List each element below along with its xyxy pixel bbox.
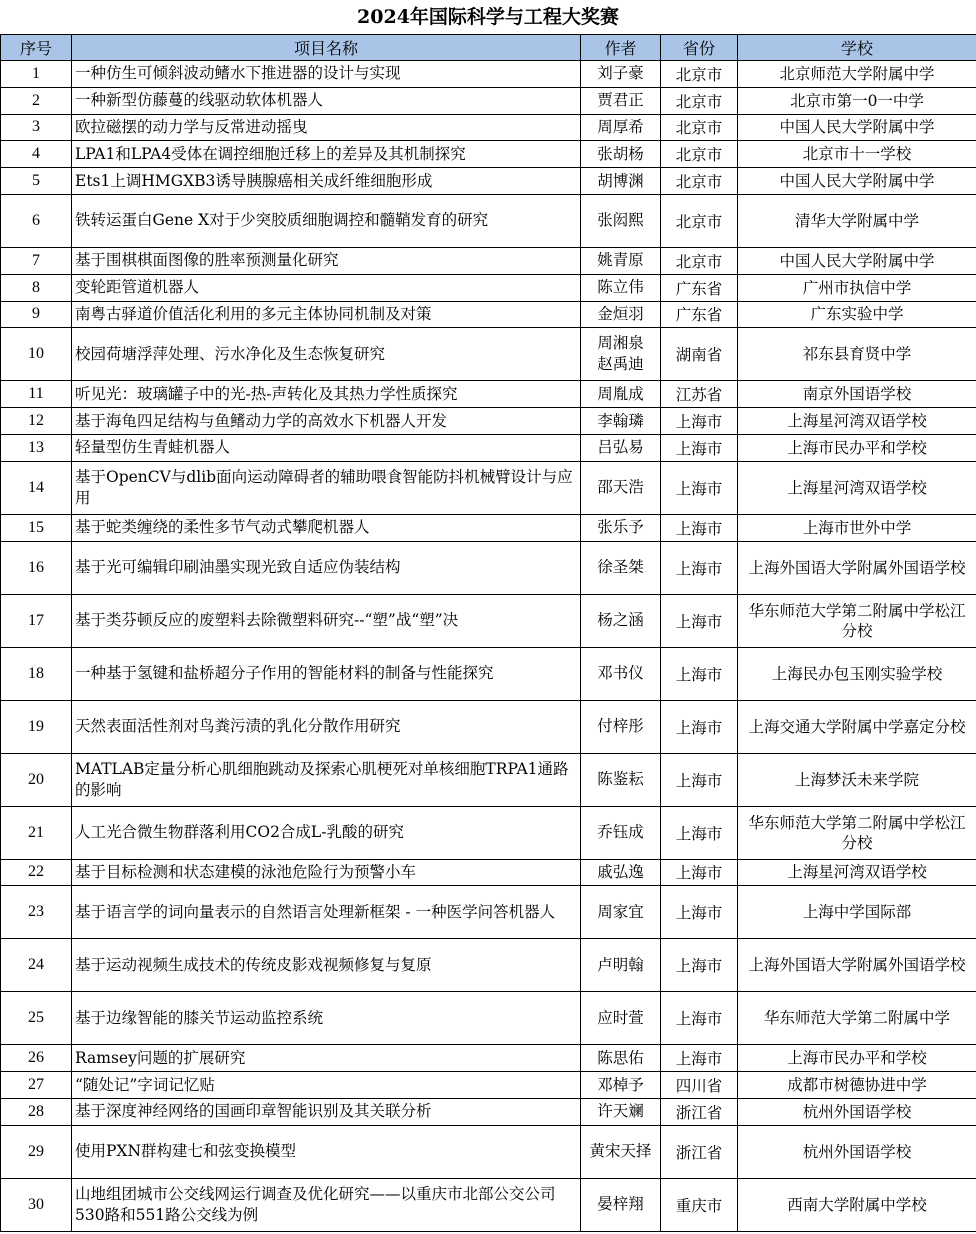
cell-project-name: 基于围棋棋面图像的胜率预测量化研究	[72, 247, 581, 274]
cell-province: 浙江省	[661, 1125, 738, 1178]
table-row	[1, 194, 976, 247]
cell-project-name: 基于边缘智能的膝关节运动监控系统	[72, 992, 581, 1045]
cell-author: 张乐予	[581, 514, 661, 541]
cell-school: 上海外国语大学附属外国语学校	[738, 541, 976, 594]
cell-author: 卢明翰	[581, 939, 661, 992]
cell-school: 上海梦沃未来学院	[738, 753, 976, 806]
cell-school: 北京市十一学校	[738, 141, 976, 168]
cell-school: 华东师范大学第二附属中学松江分校	[738, 806, 976, 859]
cell-province: 北京市	[661, 247, 738, 274]
table-row	[1, 1072, 976, 1099]
cell-project-name: 铁转运蛋白Gene X对于少突胶质细胞调控和髓鞘发育的研究	[72, 194, 581, 247]
table-row	[1, 753, 976, 806]
cell-school: 上海民办包玉刚实验学校	[738, 647, 976, 700]
cell-no: 30	[1, 1178, 72, 1231]
cell-school: 广州市执信中学	[738, 274, 976, 301]
cell-no: 8	[1, 274, 72, 301]
cell-no: 7	[1, 247, 72, 274]
cell-author: 乔钰成	[581, 806, 661, 859]
table-row	[1, 1045, 976, 1072]
table-row	[1, 247, 976, 274]
cell-province: 上海市	[661, 939, 738, 992]
table-row	[1, 168, 976, 195]
cell-province: 上海市	[661, 647, 738, 700]
cell-author: 周湘泉 赵禹迪	[581, 328, 661, 381]
cell-no: 22	[1, 859, 72, 886]
table-row	[1, 61, 976, 88]
cell-project-name: 听见光：玻璃罐子中的光-热-声转化及其热力学性质探究	[72, 381, 581, 408]
cell-province: 上海市	[661, 541, 738, 594]
cell-project-name: 基于海龟四足结构与鱼鳍动力学的高效水下机器人开发	[72, 408, 581, 435]
table-row	[1, 408, 976, 435]
cell-project-name: Ets1上调HMGXB3诱导胰腺癌相关成纤维细胞形成	[72, 168, 581, 195]
cell-author: 周厚希	[581, 114, 661, 141]
cell-author: 贾君正	[581, 87, 661, 114]
cell-no: 16	[1, 541, 72, 594]
cell-no: 24	[1, 939, 72, 992]
cell-school: 清华大学附属中学	[738, 194, 976, 247]
cell-no: 10	[1, 328, 72, 381]
table-row	[1, 806, 976, 859]
cell-no: 20	[1, 753, 72, 806]
cell-author: 徐圣桀	[581, 541, 661, 594]
cell-no: 23	[1, 886, 72, 939]
cell-no: 25	[1, 992, 72, 1045]
cell-project-name: LPA1和LPA4受体在调控细胞迁移上的差异及其机制探究	[72, 141, 581, 168]
table-row	[1, 939, 976, 992]
cell-author: 张闳熙	[581, 194, 661, 247]
cell-project-name: 基于深度神经网络的国画印章智能识别及其关联分析	[72, 1098, 581, 1125]
cell-author: 吕弘易	[581, 434, 661, 461]
cell-province: 上海市	[661, 1045, 738, 1072]
cell-project-name: MATLAB定量分析心肌细胞跳动及探索心肌梗死对单核细胞TRPA1通路的影响	[72, 753, 581, 806]
cell-author: 胡博渊	[581, 168, 661, 195]
cell-no: 29	[1, 1125, 72, 1178]
table-row	[1, 434, 976, 461]
cell-project-name: 变轮距管道机器人	[72, 274, 581, 301]
cell-project-name: 欧拉磁摆的动力学与反常进动摇曳	[72, 114, 581, 141]
cell-author: 杨之涵	[581, 594, 661, 647]
cell-author: 李翰璘	[581, 408, 661, 435]
cell-school: 上海星河湾双语学校	[738, 461, 976, 514]
cell-no: 4	[1, 141, 72, 168]
header-no: 序号	[1, 35, 72, 61]
cell-province: 北京市	[661, 141, 738, 168]
cell-project-name: 山地组团城市公交线网运行调查及优化研究——以重庆市北部公交公司530路和551路公交线为例	[72, 1178, 581, 1231]
table-row	[1, 1125, 976, 1178]
cell-author: 晏梓翔	[581, 1178, 661, 1231]
cell-author: 邵天浩	[581, 461, 661, 514]
cell-school: 华东师范大学第二附属中学	[738, 992, 976, 1045]
table-row	[1, 859, 976, 886]
cell-school: 上海市世外中学	[738, 514, 976, 541]
table-row	[1, 114, 976, 141]
cell-province: 上海市	[661, 594, 738, 647]
cell-school: 杭州外国语学校	[738, 1125, 976, 1178]
cell-province: 上海市	[661, 700, 738, 753]
cell-school: 祁东县育贤中学	[738, 328, 976, 381]
header-row	[1, 35, 976, 61]
cell-province: 浙江省	[661, 1098, 738, 1125]
cell-province: 上海市	[661, 753, 738, 806]
cell-author: 应时萱	[581, 992, 661, 1045]
cell-school: 中国人民大学附属中学	[738, 247, 976, 274]
cell-province: 四川省	[661, 1072, 738, 1099]
cell-author: 陈思佑	[581, 1045, 661, 1072]
cell-province: 北京市	[661, 168, 738, 195]
cell-project-name: Ramsey问题的扩展研究	[72, 1045, 581, 1072]
cell-project-name: 基于语言学的词向量表示的自然语言处理新框架 - 一种医学问答机器人	[72, 886, 581, 939]
table-row	[1, 541, 976, 594]
cell-project-name: 基于目标检测和状态建模的泳池危险行为预警小车	[72, 859, 581, 886]
cell-province: 北京市	[661, 194, 738, 247]
cell-school: 上海星河湾双语学校	[738, 859, 976, 886]
cell-province: 重庆市	[661, 1178, 738, 1231]
cell-province: 上海市	[661, 886, 738, 939]
cell-no: 27	[1, 1072, 72, 1099]
cell-school: 上海外国语大学附属外国语学校	[738, 939, 976, 992]
cell-author: 邓书仪	[581, 647, 661, 700]
cell-no: 13	[1, 434, 72, 461]
cell-author: 黄宋天择	[581, 1125, 661, 1178]
cell-no: 21	[1, 806, 72, 859]
cell-project-name: 校园荷塘浮萍处理、污水净化及生态恢复研究	[72, 328, 581, 381]
cell-no: 5	[1, 168, 72, 195]
sheet-title: 2024年国际科学与工程大奖赛	[357, 6, 619, 28]
cell-province: 上海市	[661, 514, 738, 541]
cell-no: 26	[1, 1045, 72, 1072]
table-row	[1, 461, 976, 514]
table-row	[1, 700, 976, 753]
cell-no: 6	[1, 194, 72, 247]
cell-school: 上海中学国际部	[738, 886, 976, 939]
cell-school: 西南大学附属中学校	[738, 1178, 976, 1231]
cell-project-name: 一种新型仿藤蔓的线驱动软体机器人	[72, 87, 581, 114]
cell-province: 上海市	[661, 408, 738, 435]
table-row	[1, 328, 976, 381]
cell-no: 19	[1, 700, 72, 753]
header-name: 项目名称	[72, 35, 581, 61]
cell-no: 11	[1, 381, 72, 408]
cell-no: 2	[1, 87, 72, 114]
cell-province: 上海市	[661, 859, 738, 886]
cell-school: 中国人民大学附属中学	[738, 168, 976, 195]
cell-school: 上海市民办平和学校	[738, 434, 976, 461]
cell-school: 上海交通大学附属中学嘉定分校	[738, 700, 976, 753]
table-row	[1, 594, 976, 647]
cell-author: 金烜羽	[581, 301, 661, 328]
cell-province: 广东省	[661, 274, 738, 301]
cell-project-name: 基于光可编辑印刷油墨实现光致自适应伪装结构	[72, 541, 581, 594]
cell-no: 15	[1, 514, 72, 541]
table-row	[1, 992, 976, 1045]
cell-no: 12	[1, 408, 72, 435]
table-row	[1, 87, 976, 114]
cell-province: 北京市	[661, 61, 738, 88]
cell-project-name: 一种基于氢键和盐桥超分子作用的智能材料的制备与性能探究	[72, 647, 581, 700]
cell-no: 14	[1, 461, 72, 514]
table-row	[1, 514, 976, 541]
cell-project-name: 人工光合微生物群落利用CO2合成L-乳酸的研究	[72, 806, 581, 859]
table-row	[1, 1098, 976, 1125]
cell-project-name: 天然表面活性剂对鸟粪污渍的乳化分散作用研究	[72, 700, 581, 753]
cell-no: 3	[1, 114, 72, 141]
cell-project-name: 使用PXN群构建七和弦变换模型	[72, 1125, 581, 1178]
cell-author: 姚青原	[581, 247, 661, 274]
cell-no: 18	[1, 647, 72, 700]
cell-project-name: 基于蛇类缠绕的柔性多节气动式攀爬机器人	[72, 514, 581, 541]
cell-school: 广东实验中学	[738, 301, 976, 328]
table-row	[1, 886, 976, 939]
cell-project-name: 一种仿生可倾斜波动鳍水下推进器的设计与实现	[72, 61, 581, 88]
cell-no: 28	[1, 1098, 72, 1125]
cell-project-name: 基于OpenCV与dlib面向运动障碍者的辅助喂食智能防抖机械臂设计与应用	[72, 461, 581, 514]
cell-author: 许天斓	[581, 1098, 661, 1125]
header-school: 学校	[738, 35, 976, 61]
cell-province: 上海市	[661, 434, 738, 461]
cell-author: 戚弘逸	[581, 859, 661, 886]
cell-school: 华东师范大学第二附属中学松江分校	[738, 594, 976, 647]
table-row	[1, 1178, 976, 1231]
cell-project-name: 南粤古驿道价值活化利用的多元主体协同机制及对策	[72, 301, 581, 328]
table-row	[1, 301, 976, 328]
cell-province: 上海市	[661, 461, 738, 514]
cell-school: 北京师范大学附属中学	[738, 61, 976, 88]
cell-project-name: 轻量型仿生青蛙机器人	[72, 434, 581, 461]
cell-author: 陈鉴耘	[581, 753, 661, 806]
cell-author: 周家宜	[581, 886, 661, 939]
cell-school: 上海星河湾双语学校	[738, 408, 976, 435]
cell-project-name: “随处记”字词记忆贴	[72, 1072, 581, 1099]
cell-author: 陈立伟	[581, 274, 661, 301]
cell-author: 邓棹予	[581, 1072, 661, 1099]
cell-province: 广东省	[661, 301, 738, 328]
cell-school: 中国人民大学附属中学	[738, 114, 976, 141]
cell-author: 刘子豪	[581, 61, 661, 88]
cell-project-name: 基于类芬顿反应的废塑料去除微塑料研究--“塑”战“塑”决	[72, 594, 581, 647]
cell-school: 北京市第一0一中学	[738, 87, 976, 114]
cell-province: 北京市	[661, 87, 738, 114]
table-row	[1, 141, 976, 168]
cell-author: 张胡杨	[581, 141, 661, 168]
cell-author: 付梓彤	[581, 700, 661, 753]
table-row	[1, 647, 976, 700]
table-row	[1, 274, 976, 301]
header-province: 省份	[661, 35, 738, 61]
cell-province: 上海市	[661, 992, 738, 1045]
cell-school: 杭州外国语学校	[738, 1098, 976, 1125]
cell-author: 周胤成	[581, 381, 661, 408]
cell-no: 1	[1, 61, 72, 88]
cell-school: 成都市树德协进中学	[738, 1072, 976, 1099]
cell-province: 上海市	[661, 806, 738, 859]
cell-no: 17	[1, 594, 72, 647]
header-author: 作者	[581, 35, 661, 61]
cell-project-name: 基于运动视频生成技术的传统皮影戏视频修复与复原	[72, 939, 581, 992]
cell-no: 9	[1, 301, 72, 328]
award-table	[0, 34, 976, 1232]
cell-province: 湖南省	[661, 328, 738, 381]
cell-province: 北京市	[661, 114, 738, 141]
cell-province: 江苏省	[661, 381, 738, 408]
table-row	[1, 381, 976, 408]
cell-school: 上海市民办平和学校	[738, 1045, 976, 1072]
cell-school: 南京外国语学校	[738, 381, 976, 408]
